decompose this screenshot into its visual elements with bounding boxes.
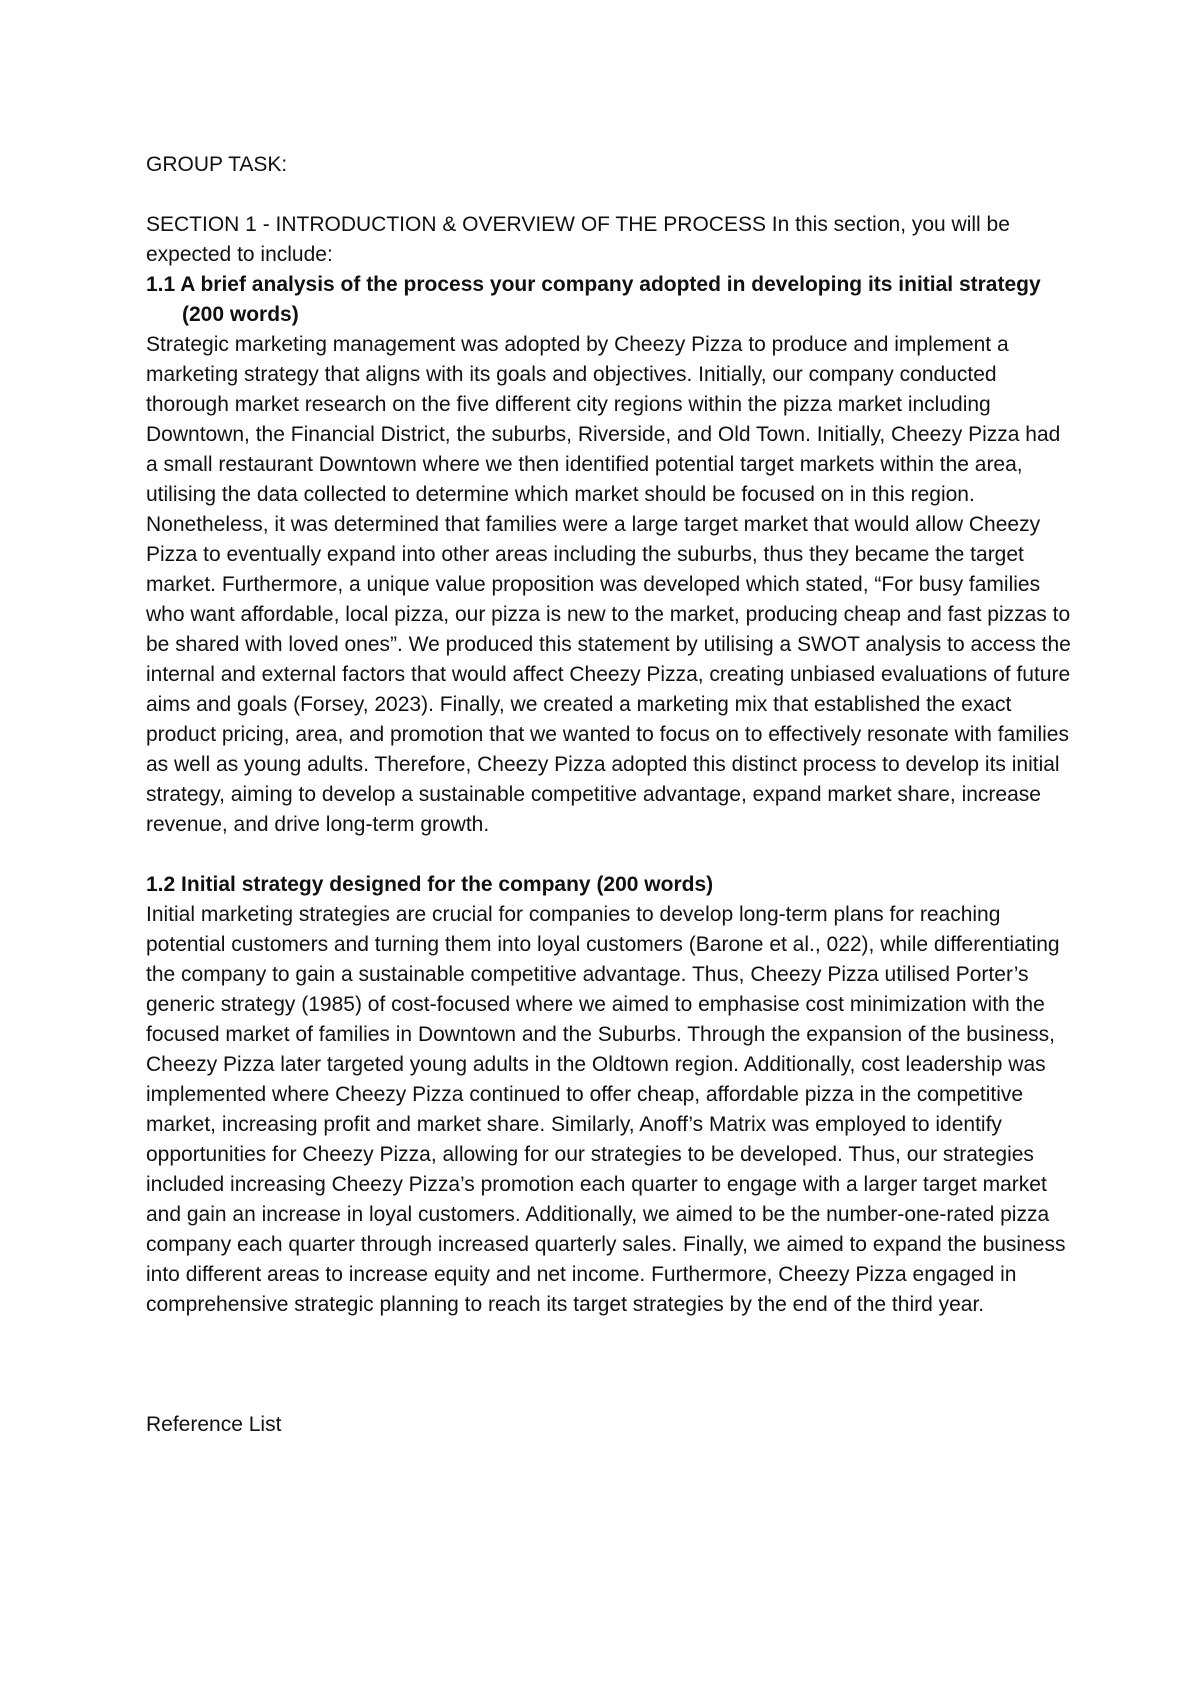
heading-1-2: 1.2 Initial strategy designed for the company (200 words) (146, 873, 714, 896)
heading-1-1-line2: (200 words) (182, 303, 299, 326)
spacer (146, 840, 1076, 870)
group-task-label: GROUP TASK: (146, 153, 288, 176)
heading-1-1-line1: 1.1 A brief analysis of the process your company adopted in developing its initial strategy (146, 273, 1041, 296)
heading-1-1 (146, 270, 1076, 330)
reference-list-heading: Reference List (146, 1413, 282, 1436)
section-intro: SECTION 1 - INTRODUCTION & OVERVIEW OF THE PROCESS In this section, you will be expected to include: (146, 213, 1010, 266)
spacer (146, 1320, 1076, 1410)
document-body (146, 150, 1076, 1440)
paragraph-1-2: Initial marketing strategies are crucial for companies to develop long-term plans for reaching potential customers and turning them into loyal customers (Barone et al., 022), while differentiating the company to gain a sustainable competitive advantage. Thus, Cheezy Pizza utilised Porter’s generic strategy (1985) of cost-focused where we aimed to emphasise cost minimization with the focused market of families in Downtown and the Suburbs. Through the expansion of the business, Cheezy Pizza later targeted young adults in the Oldtown region. Additionally, cost leadership was implemented where Cheezy Pizza continued to offer cheap, affordable pizza in the competitive market, increasing profit and market share. Similarly, Anoff’s Matrix was employed to identify opportunities for Cheezy Pizza, allowing for our strategies to be developed. Thus, our strategies included increasing Cheezy Pizza’s promotion each quarter to engage with a larger target market and gain an increase in loyal customers. Additionally, we aimed to be the number-one-rated pizza company each quarter through increased quarterly sales. Finally, we aimed to expand the business into different areas to increase equity and net income. Furthermore, Cheezy Pizza engaged in comprehensive strategic planning to reach its target strategies by the end of the third year. (146, 903, 1066, 1316)
paragraph-1-1: Strategic marketing management was adopted by Cheezy Pizza to produce and implement a marketing strategy that aligns with its goals and objectives. Initially, our company conducted thorough market research on the five different city regions within the pizza market including Downtown, the Financial District, the suburbs, Riverside, and Old Town. Initially, Cheezy Pizza had a small restaurant Downtown where we then identified potential target markets within the area, utilising the data collected to determine which market should be focused on in this region. Nonetheless, it was determined that families were a large target market that would allow Cheezy Pizza to eventually expand into other areas including the suburbs, thus they became the target market. Furthermore, a unique value proposition was developed which stated, “For busy families who want affordable, local pizza, our pizza is new to the market, producing cheap and fast pizzas to be shared with loved ones”. We produced this statement by utilising a SWOT analysis to access the internal and external factors that would affect Cheezy Pizza, creating unbiased evaluations of future aims and goals (Forsey, 2023). Finally, we created a marketing mix that established the exact product pricing, area, and promotion that we wanted to focus on to effectively resonate with families as well as young adults. Therefore, Cheezy Pizza adopted this distinct process to develop its initial strategy, aiming to develop a sustainable competitive advantage, expand market share, increase revenue, and drive long-term growth. (146, 333, 1071, 836)
